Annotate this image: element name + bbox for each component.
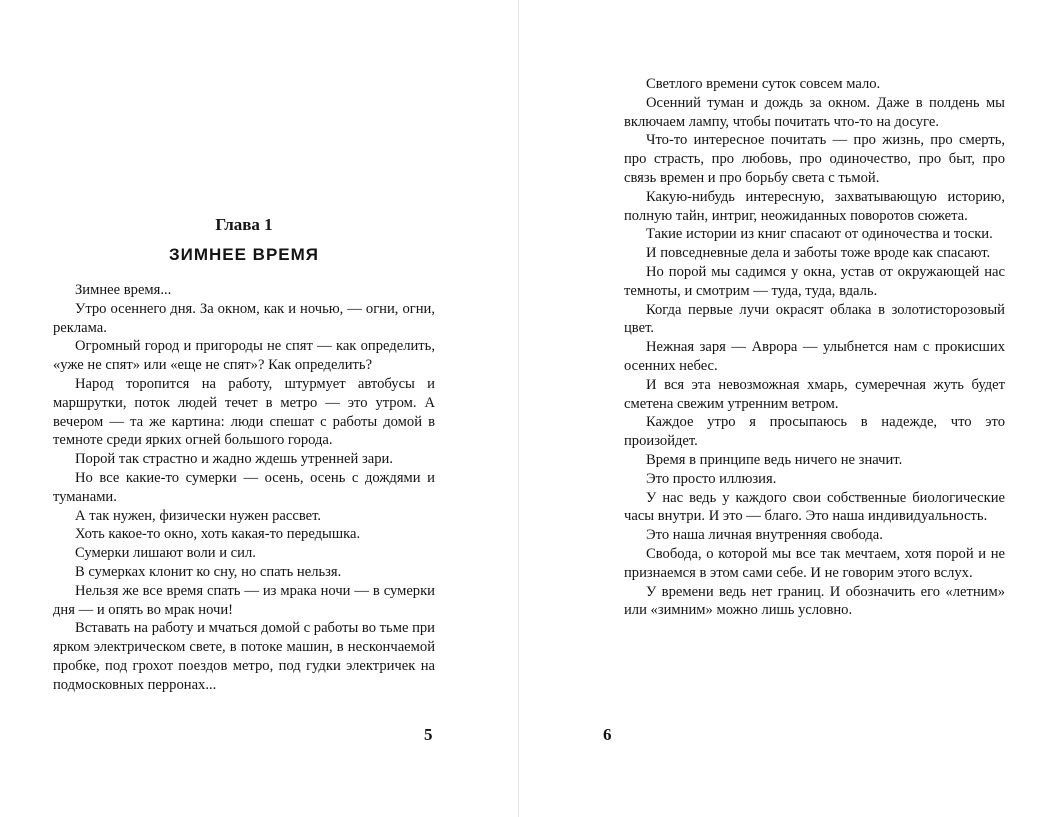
paragraph: Но порой мы садимся у окна, устав от окружающей нас темноты, и смотрим — туда, туда, вдаль. <box>624 263 1005 299</box>
paragraph: Нежная заря — Аврора — улыбнется нам с прокисших осенних небес. <box>624 339 1005 374</box>
paragraph: Сумерки лишают воли и сил. <box>75 545 256 562</box>
paragraph: Нельзя же все время спать — из мрака ночи — в сумерки дня — и опять во мрак ночи! <box>53 582 435 618</box>
paragraph: Когда первые лучи окрасят облака в золотисторозовый цвет. <box>624 301 1005 337</box>
paragraph: Что-то интересное почитать — про жизнь, про смерть, про страсть, про любовь, про одиночество, про быт, про связь времен и про борьбу света с тьмой. <box>624 132 1005 186</box>
paragraph: Это просто иллюзия. <box>646 470 777 487</box>
paragraph: Время в принципе ведь ничего не значит. <box>646 451 903 468</box>
paragraph: Каждое утро я просыпаюсь в надежде, что это произойдет. <box>624 414 1005 450</box>
chapter-title: ЗИМНЕЕ ВРЕМЯ <box>168 245 320 264</box>
paragraph: Светлого времени суток совсем мало. <box>646 76 881 92</box>
page-number-right: 6 <box>603 725 612 744</box>
paragraph: Вставать на работу и мчаться домой с работы во тьме при ярком электрическом свете, в потоке машин, в нескончаемой пробке, под грохот поездов метро, под гудки электричек на подмосковных перронах... <box>53 620 435 693</box>
paragraph: Но все какие-то сумерки — осень, осень с дождями и туманами. <box>53 469 435 505</box>
paragraph: Зимнее время... <box>75 282 172 298</box>
chapter-label: Глава 1 <box>215 215 273 234</box>
paragraph: Это наша личная внутренняя свобода. <box>646 527 883 544</box>
paragraph: В сумерках клонит ко сну, но спать нельзя. <box>75 563 342 580</box>
paragraph: И вся эта невозможная хмарь, сумеречная жуть будет сметена свежим утренним ветром. <box>624 376 1005 412</box>
page-number-left: 5 <box>424 725 433 744</box>
right-page <box>519 0 1042 817</box>
paragraph: Народ торопится на работу, штурмует автобусы и маршрутки, поток людей течет в метро — это утром. А вечером — та же картина: люди спешат с работы домой в темноте среди ярких огней большого города. <box>53 375 435 449</box>
paragraph: А так нужен, физически нужен рассвет. <box>75 507 322 524</box>
paragraph: Утро осеннего дня. За окном, как и ночью, — огни, огни, реклама. <box>53 300 435 336</box>
paragraph: У нас ведь у каждого свои собственные биологические часы внутри. И это — благо. Это наша индивидуальность. <box>624 489 1005 525</box>
paragraph: У времени ведь нет границ. И обозначить его «летним» или «зимним» можно лишь условно. <box>624 583 1005 619</box>
left-page <box>0 0 518 817</box>
right-page-text <box>624 75 1005 620</box>
left-page-text <box>53 281 435 695</box>
paragraph: Свобода, о которой мы все так мечтаем, хотя порой и не признаемся в этом сами себе. И не говорим этого вслух. <box>624 545 1005 581</box>
paragraph: Такие истории из книг спасают от одиночества и тоски. <box>646 226 993 243</box>
paragraph: Огромный город и пригороды не спят — как определить, «уже не спят» или «еще не спят»? Как определить? <box>53 338 435 374</box>
paragraph: Хоть какое-то окно, хоть какая-то передышка. <box>75 526 361 543</box>
paragraph: Осенний туман и дождь за окном. Даже в полдень мы включаем лампу, чтобы почитать что-то на досуге. <box>624 94 1005 130</box>
paragraph: Порой так страстно и жадно ждешь утренней зари. <box>75 451 393 468</box>
paragraph: Какую-нибудь интересную, захватывающую историю, полную тайн, интриг, неожиданных поворотов сюжета. <box>624 188 1005 224</box>
paragraph: И повседневные дела и заботы тоже вроде как спасают. <box>646 245 991 262</box>
